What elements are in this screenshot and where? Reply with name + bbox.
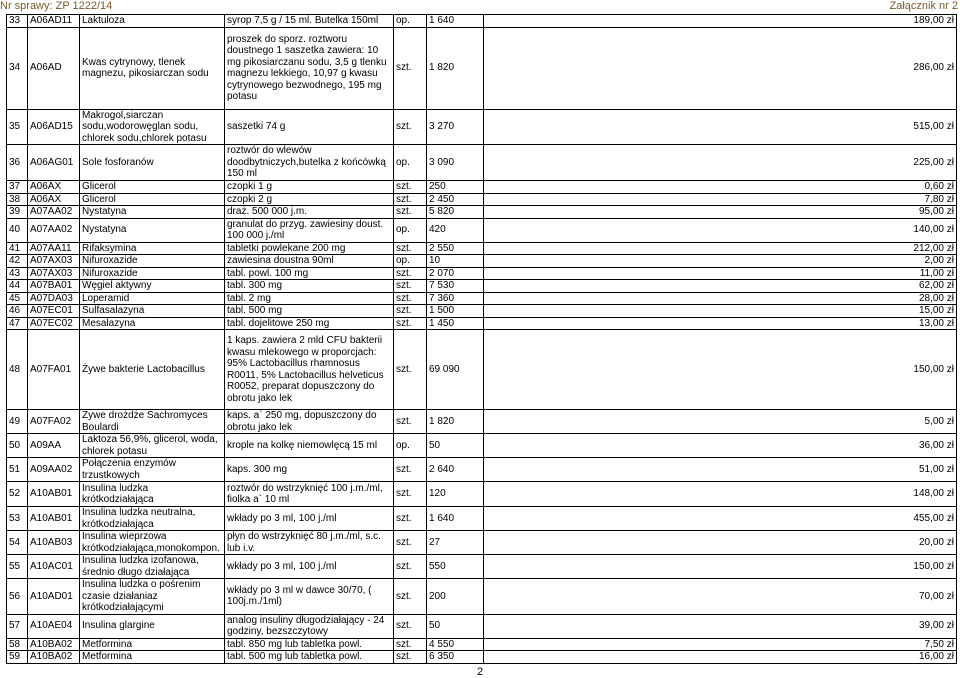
row-value: 2,00 zł: [484, 255, 957, 268]
row-value: 189,00 zł: [484, 15, 957, 28]
row-form: zawiesina doustna 90ml: [225, 255, 394, 268]
row-quantity: 5 820: [427, 206, 484, 219]
row-drug-name: Laktuloza: [80, 15, 225, 28]
row-form: płyn do wstrzyknięć 80 j.m./ml, s.c. lub i.v.: [225, 531, 394, 555]
row-form: tabl. dojelitowe 250 mg: [225, 317, 394, 330]
table-row: [7, 434, 957, 458]
row-lp: 39: [7, 206, 28, 219]
row-atc-code: A10AB01: [28, 507, 80, 531]
row-atc-code: A06AD: [28, 27, 80, 109]
row-lp: 59: [7, 651, 28, 664]
row-drug-name: Kwas cytrynowy, tlenek magnezu, pikosiarczan sodu: [80, 27, 225, 109]
row-lp: 34: [7, 27, 28, 109]
row-drug-name: Laktoza 56,9%, glicerol, woda, chlorek potasu: [80, 434, 225, 458]
row-value: 455,00 zł: [484, 507, 957, 531]
row-value: 20,00 zł: [484, 531, 957, 555]
row-form: tabl. 850 mg lub tabletka powl.: [225, 638, 394, 651]
row-lp: 38: [7, 193, 28, 206]
row-form: 1 kaps. zawiera 2 mld CFU bakterii kwasu mlekowego w proporcjach: 95% Lactobacillus rhamnosus R0011, 5% Lactobacillus helveticus R0052, preparat dopuszczony do obrotu jako lek: [225, 330, 394, 410]
row-atc-code: A07FA02: [28, 410, 80, 434]
row-value: 11,00 zł: [484, 267, 957, 280]
row-lp: 54: [7, 531, 28, 555]
row-value: 16,00 zł: [484, 651, 957, 664]
row-atc-code: A07AA02: [28, 206, 80, 219]
table-row: [7, 145, 957, 181]
row-lp: 35: [7, 109, 28, 145]
table-row: [7, 206, 957, 219]
row-lp: 51: [7, 458, 28, 482]
drug-table: [6, 14, 957, 664]
row-value: 15,00 zł: [484, 305, 957, 318]
row-quantity: 6 350: [427, 651, 484, 664]
row-value: 28,00 zł: [484, 292, 957, 305]
row-form: czopki 2 g: [225, 193, 394, 206]
row-unit: szt.: [394, 651, 427, 664]
table-row: [7, 317, 957, 330]
row-drug-name: Żywe bakterie Lactobacillus: [80, 330, 225, 410]
row-drug-name: Nifuroxazide: [80, 267, 225, 280]
row-lp: 48: [7, 330, 28, 410]
page-number: 2: [476, 666, 484, 678]
table-row: [7, 330, 957, 410]
table-row: [7, 242, 957, 255]
row-form: roztwór do wstrzyknięć 100 j.m./ml, fiolka a` 10 ml: [225, 482, 394, 507]
row-atc-code: A06AX: [28, 181, 80, 194]
row-lp: 57: [7, 614, 28, 638]
row-unit: szt.: [394, 614, 427, 638]
table-row: [7, 531, 957, 555]
row-lp: 40: [7, 218, 28, 242]
row-unit: op.: [394, 15, 427, 28]
row-atc-code: A10AC01: [28, 555, 80, 579]
row-quantity: 2 070: [427, 267, 484, 280]
row-quantity: 1 640: [427, 507, 484, 531]
row-quantity: 420: [427, 218, 484, 242]
row-atc-code: A06AG01: [28, 145, 80, 181]
row-drug-name: Loperamid: [80, 292, 225, 305]
row-value: 515,00 zł: [484, 109, 957, 145]
table-row: [7, 651, 957, 664]
row-lp: 46: [7, 305, 28, 318]
row-quantity: 1 450: [427, 317, 484, 330]
table-row: [7, 410, 957, 434]
table-row: [7, 638, 957, 651]
row-quantity: 3 090: [427, 145, 484, 181]
row-unit: op.: [394, 255, 427, 268]
row-value: 13,00 zł: [484, 317, 957, 330]
row-atc-code: A10AB03: [28, 531, 80, 555]
row-atc-code: A07EC01: [28, 305, 80, 318]
table-row: [7, 109, 957, 145]
row-form: tabl. 300 mg: [225, 280, 394, 293]
row-lp: 44: [7, 280, 28, 293]
row-lp: 41: [7, 242, 28, 255]
row-value: 5,00 zł: [484, 410, 957, 434]
row-lp: 56: [7, 579, 28, 615]
row-quantity: 3 270: [427, 109, 484, 145]
row-lp: 47: [7, 317, 28, 330]
row-value: 7,80 zł: [484, 193, 957, 206]
row-lp: 42: [7, 255, 28, 268]
row-unit: szt.: [394, 280, 427, 293]
row-value: 148,00 zł: [484, 482, 957, 507]
row-unit: szt.: [394, 482, 427, 507]
row-unit: szt.: [394, 330, 427, 410]
row-atc-code: A10BA02: [28, 651, 80, 664]
table-row: [7, 507, 957, 531]
row-drug-name: Metformina: [80, 638, 225, 651]
row-drug-name: Makrogol,siarczan sodu,wodorowęglan sodu, chlorek sodu,chlorek potasu: [80, 109, 225, 145]
row-form: granulat do przyg. zawiesiny doust. 100 000 j./ml: [225, 218, 394, 242]
row-atc-code: A07EC02: [28, 317, 80, 330]
row-value: 51,00 zł: [484, 458, 957, 482]
row-form: kaps. a` 250 mg, dopuszczony do obrotu jako lek: [225, 410, 394, 434]
row-value: 70,00 zł: [484, 579, 957, 615]
row-lp: 43: [7, 267, 28, 280]
row-quantity: 27: [427, 531, 484, 555]
row-form: tabl. powl. 100 mg: [225, 267, 394, 280]
row-drug-name: Nifuroxazide: [80, 255, 225, 268]
table-row: [7, 579, 957, 615]
row-drug-name: Insulina ludzka o pośrenim czasie działaniaz krótkodziałającymi: [80, 579, 225, 615]
row-form: tabl. 500 mg: [225, 305, 394, 318]
row-form: draż. 500 000 j.m.: [225, 206, 394, 219]
row-form: analog insuliny długodziałający - 24 godziny, bezszczytowy: [225, 614, 394, 638]
row-atc-code: A07FA01: [28, 330, 80, 410]
row-value: 225,00 zł: [484, 145, 957, 181]
row-atc-code: A07BA01: [28, 280, 80, 293]
row-quantity: 2 550: [427, 242, 484, 255]
row-unit: op.: [394, 145, 427, 181]
table-row: [7, 15, 957, 28]
row-drug-name: Sulfasalazyna: [80, 305, 225, 318]
row-quantity: 4 550: [427, 638, 484, 651]
row-drug-name: Mesalazyna: [80, 317, 225, 330]
row-drug-name: Rifaksymina: [80, 242, 225, 255]
row-quantity: 1 820: [427, 27, 484, 109]
row-form: kaps. 300 mg: [225, 458, 394, 482]
row-atc-code: A10BA02: [28, 638, 80, 651]
row-quantity: 1 640: [427, 15, 484, 28]
table-row: [7, 27, 957, 109]
row-form: wkłady po 3 ml, 100 j./ml: [225, 507, 394, 531]
row-atc-code: A10AD01: [28, 579, 80, 615]
row-form: proszek do sporz. roztworu doustnego 1 saszetka zawiera: 10 mg pikosiarczanu sodu, 3,5 g tlenku magnezu lekkiego, 10,97 g kwasu cytrynowego bezwodnego, 195 mg potasu: [225, 27, 394, 109]
row-value: 7,50 zł: [484, 638, 957, 651]
row-atc-code: A09AA02: [28, 458, 80, 482]
row-form: wkłady po 3 ml w dawce 30/70, ( 100j.m./1ml): [225, 579, 394, 615]
row-form: tabletki powlekane 200 mg: [225, 242, 394, 255]
row-unit: szt.: [394, 27, 427, 109]
table-row: [7, 614, 957, 638]
row-form: syrop 7,5 g / 15 ml. Butelka 150ml: [225, 15, 394, 28]
row-lp: 36: [7, 145, 28, 181]
table-row: [7, 458, 957, 482]
row-quantity: 50: [427, 614, 484, 638]
table-row: [7, 255, 957, 268]
row-quantity: 50: [427, 434, 484, 458]
row-form: czopki 1 g: [225, 181, 394, 194]
row-atc-code: A07AX03: [28, 255, 80, 268]
row-form: roztwór do wlewów doodbytniczych,butelka z końcówką 150 ml: [225, 145, 394, 181]
row-lp: 53: [7, 507, 28, 531]
row-value: 286,00 zł: [484, 27, 957, 109]
row-value: 36,00 zł: [484, 434, 957, 458]
row-atc-code: A07AA02: [28, 218, 80, 242]
row-drug-name: Nystatyna: [80, 206, 225, 219]
row-drug-name: Metformina: [80, 651, 225, 664]
row-form: krople na kolkę niemowlęcą 15 ml: [225, 434, 394, 458]
row-value: 150,00 zł: [484, 555, 957, 579]
row-quantity: 7 530: [427, 280, 484, 293]
row-drug-name: Insulina glargine: [80, 614, 225, 638]
row-value: 150,00 zł: [484, 330, 957, 410]
row-quantity: 200: [427, 579, 484, 615]
row-quantity: 2 450: [427, 193, 484, 206]
row-lp: 50: [7, 434, 28, 458]
row-unit: szt.: [394, 193, 427, 206]
row-drug-name: Insulina ludzka krótkodziałająca: [80, 482, 225, 507]
row-unit: szt.: [394, 305, 427, 318]
row-unit: szt.: [394, 109, 427, 145]
row-value: 95,00 zł: [484, 206, 957, 219]
row-form: tabl. 500 mg lub tabletka powl.: [225, 651, 394, 664]
row-unit: szt.: [394, 206, 427, 219]
row-drug-name: Sole fosforanów: [80, 145, 225, 181]
row-drug-name: Żywe drożdże Sachromyces Boulardi: [80, 410, 225, 434]
row-unit: szt.: [394, 410, 427, 434]
page-header: [0, 0, 960, 14]
table-row: [7, 218, 957, 242]
row-drug-name: Połączenia enzymów trzustkowych: [80, 458, 225, 482]
row-unit: szt.: [394, 292, 427, 305]
table-row: [7, 482, 957, 507]
row-form: tabl. 2 mg: [225, 292, 394, 305]
case-number: Nr sprawy: ZP 1222/14: [0, 0, 113, 12]
row-unit: szt.: [394, 531, 427, 555]
row-drug-name: Glicerol: [80, 193, 225, 206]
table-row: [7, 193, 957, 206]
row-atc-code: A10AE04: [28, 614, 80, 638]
row-form: saszetki 74 g: [225, 109, 394, 145]
row-drug-name: Insulina ludzka izofanowa, średnio długo działająca: [80, 555, 225, 579]
row-quantity: 120: [427, 482, 484, 507]
row-drug-name: Insulina wieprzowa krótkodziałająca,monokompon.: [80, 531, 225, 555]
row-quantity: 1 500: [427, 305, 484, 318]
row-unit: szt.: [394, 267, 427, 280]
row-atc-code: A07AX03: [28, 267, 80, 280]
row-atc-code: A06AD11: [28, 15, 80, 28]
row-unit: szt.: [394, 579, 427, 615]
row-atc-code: A06AX: [28, 193, 80, 206]
row-atc-code: A09AA: [28, 434, 80, 458]
row-lp: 45: [7, 292, 28, 305]
row-unit: szt.: [394, 458, 427, 482]
row-atc-code: A07AA11: [28, 242, 80, 255]
row-form: wkłady po 3 ml, 100 j./ml: [225, 555, 394, 579]
row-lp: 33: [7, 15, 28, 28]
row-value: 62,00 zł: [484, 280, 957, 293]
row-unit: op.: [394, 218, 427, 242]
row-unit: szt.: [394, 181, 427, 194]
row-quantity: 2 640: [427, 458, 484, 482]
row-unit: szt.: [394, 317, 427, 330]
row-quantity: 10: [427, 255, 484, 268]
row-value: 140,00 zł: [484, 218, 957, 242]
row-drug-name: Nystatyna: [80, 218, 225, 242]
row-drug-name: Węgiel aktywny: [80, 280, 225, 293]
attachment-label: Załącznik nr 2: [889, 0, 958, 12]
row-drug-name: Insulina ludzka neutralna, krótkodziałająca: [80, 507, 225, 531]
row-quantity: 250: [427, 181, 484, 194]
table-row: [7, 292, 957, 305]
row-quantity: 550: [427, 555, 484, 579]
row-unit: szt.: [394, 507, 427, 531]
row-quantity: 7 360: [427, 292, 484, 305]
row-drug-name: Glicerol: [80, 181, 225, 194]
row-unit: op.: [394, 434, 427, 458]
row-lp: 55: [7, 555, 28, 579]
table-row: [7, 181, 957, 194]
row-lp: 37: [7, 181, 28, 194]
row-atc-code: A07DA03: [28, 292, 80, 305]
row-lp: 58: [7, 638, 28, 651]
row-quantity: 1 820: [427, 410, 484, 434]
table-row: [7, 267, 957, 280]
row-atc-code: A06AD15: [28, 109, 80, 145]
table-row: [7, 280, 957, 293]
row-lp: 49: [7, 410, 28, 434]
row-value: 39,00 zł: [484, 614, 957, 638]
row-value: 212,00 zł: [484, 242, 957, 255]
row-quantity: 69 090: [427, 330, 484, 410]
row-value: 0,60 zł: [484, 181, 957, 194]
row-unit: szt.: [394, 555, 427, 579]
row-atc-code: A10AB01: [28, 482, 80, 507]
row-lp: 52: [7, 482, 28, 507]
table-row: [7, 305, 957, 318]
row-unit: szt.: [394, 242, 427, 255]
row-unit: szt.: [394, 638, 427, 651]
table-row: [7, 555, 957, 579]
